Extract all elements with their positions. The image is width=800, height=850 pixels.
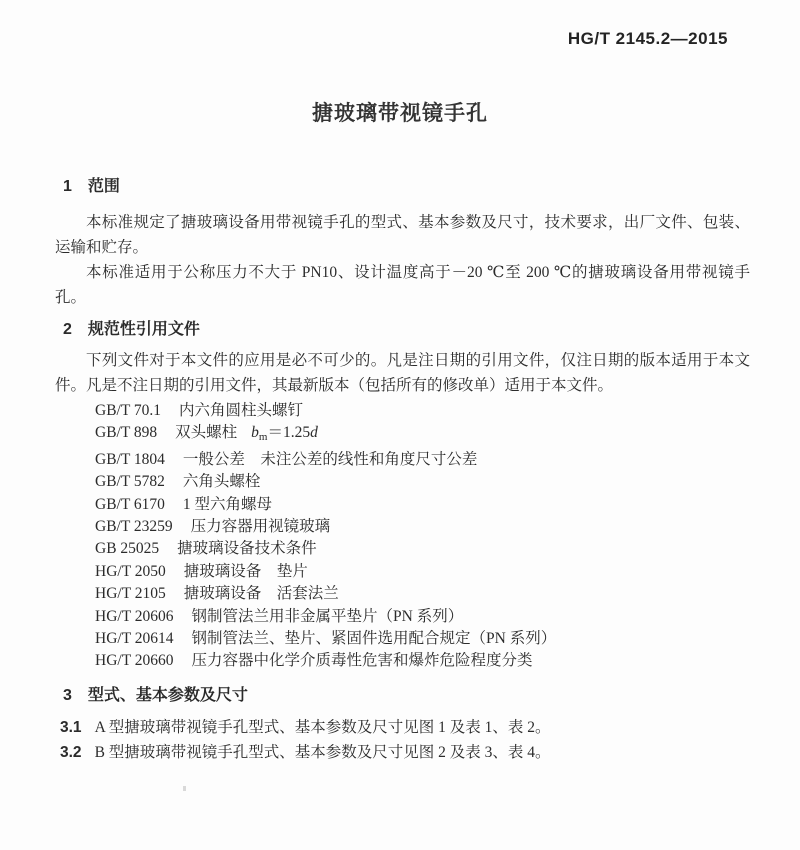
- section-2-number: 2: [63, 321, 72, 338]
- reference-item: [95, 650, 750, 672]
- section-3-number: 3: [63, 686, 72, 704]
- reference-code: GB/T 898: [95, 424, 158, 442]
- reference-code: GB/T 70.1: [95, 402, 162, 419]
- clause-3-1-number: 3.1: [60, 718, 82, 736]
- standard-number: HG/T 2145.2—2015: [567, 29, 728, 48]
- section-3-heading: [63, 686, 750, 706]
- reference-title: 搪玻璃设备技术条件: [177, 540, 317, 558]
- reference-item: [95, 606, 750, 628]
- reference-item: [95, 516, 750, 538]
- reference-item: [95, 471, 750, 493]
- reference-title: 搪玻璃设备 垫片: [183, 562, 308, 580]
- reference-title: 六角头螺栓: [182, 473, 261, 491]
- clause-3-2-text: B 型搪玻璃带视镜手孔型式、基本参数及尺寸见图 2 及表 3、表 4。: [94, 743, 551, 761]
- formula-equals: ＝1.25: [267, 424, 311, 442]
- reference-title: 双头螺柱: [175, 424, 238, 442]
- reference-code: GB/T 23259: [95, 518, 173, 536]
- reference-title: 钢制管法兰用非金属平垫片（PN 系列）: [191, 607, 464, 625]
- formula-var-d: d: [310, 424, 318, 442]
- clause-3-1: [60, 715, 750, 740]
- reference-title: 压力容器中化学介质毒性危害和爆炸危险程度分类: [191, 652, 533, 670]
- reference-code: GB/T 5782: [95, 473, 165, 491]
- scope-paragraph-2: 本标准适用于公称压力不大于 PN10、设计温度高于－20 ℃至 200 ℃的搪玻璃设备用带视镜手孔。: [55, 264, 750, 306]
- reference-title: 压力容器用视镜玻璃: [190, 518, 331, 536]
- clause-3-2-number: 3.2: [60, 743, 82, 761]
- reference-item: [95, 561, 750, 583]
- clause-3-1-text: A 型搪玻璃带视镜手孔型式、基本参数及尺寸见图 1 及表 1、表 2。: [94, 718, 551, 736]
- reference-item: [95, 422, 750, 448]
- section-2-title: 规范性引用文件: [87, 321, 200, 338]
- reference-code: HG/T 20614: [95, 630, 174, 648]
- section-1-number: 1: [63, 178, 72, 195]
- reference-code: HG/T 2105: [95, 585, 166, 603]
- reference-item: [95, 494, 750, 516]
- section-3-title: 型式、基本参数及尺寸: [87, 686, 248, 704]
- reference-item: [95, 538, 750, 560]
- references-intro: 下列文件对于本文件的应用是必不可少的。凡是注日期的引用文件，仅注日期的版本适用于本文件。凡是不注日期的引用文件，其最新版本（包括所有的修改单）适用于本文件。: [55, 352, 750, 394]
- formula-var-b: b: [251, 424, 259, 442]
- reference-title: 钢制管法兰、垫片、紧固件选用配合规定（PN 系列）: [191, 630, 557, 648]
- reference-code: GB/T 6170: [95, 495, 165, 513]
- clause-3-2: [60, 740, 750, 765]
- reference-title: 内六角圆柱头螺钉: [179, 402, 304, 419]
- document-body: [55, 177, 750, 765]
- reference-title: 搪玻璃设备 活套法兰: [183, 585, 339, 603]
- reference-code: GB/T 1804: [95, 450, 165, 468]
- scope-paragraph-1: 本标准规定了搪玻璃设备用带视镜手孔的型式、基本参数及尺寸，技术要求，出厂文件、包装、运输和贮存。: [55, 214, 750, 256]
- reference-code: HG/T 20660: [95, 652, 174, 670]
- reference-title: 一般公差 未注公差的线性和角度尺寸公差: [182, 450, 478, 468]
- reference-code: GB 25025: [95, 540, 160, 558]
- scan-artifact: [183, 786, 186, 791]
- reference-item: [95, 400, 750, 422]
- reference-code: HG/T 2050: [95, 562, 166, 580]
- reference-code: HG/T 20606: [95, 607, 174, 625]
- reference-item: [95, 449, 750, 471]
- reference-formula: [251, 424, 318, 444]
- formula-sub-m: m: [258, 431, 268, 444]
- section-1-heading: [63, 177, 750, 197]
- clause-list: [55, 715, 750, 765]
- document-title: 搪玻璃带视镜手孔: [312, 102, 488, 125]
- reference-item: [95, 583, 750, 605]
- reference-item: [95, 628, 750, 650]
- section-1-title: 范围: [87, 178, 120, 195]
- section-2-heading: [63, 320, 750, 340]
- reference-list: [55, 400, 750, 673]
- reference-title: 1 型六角螺母: [182, 495, 273, 513]
